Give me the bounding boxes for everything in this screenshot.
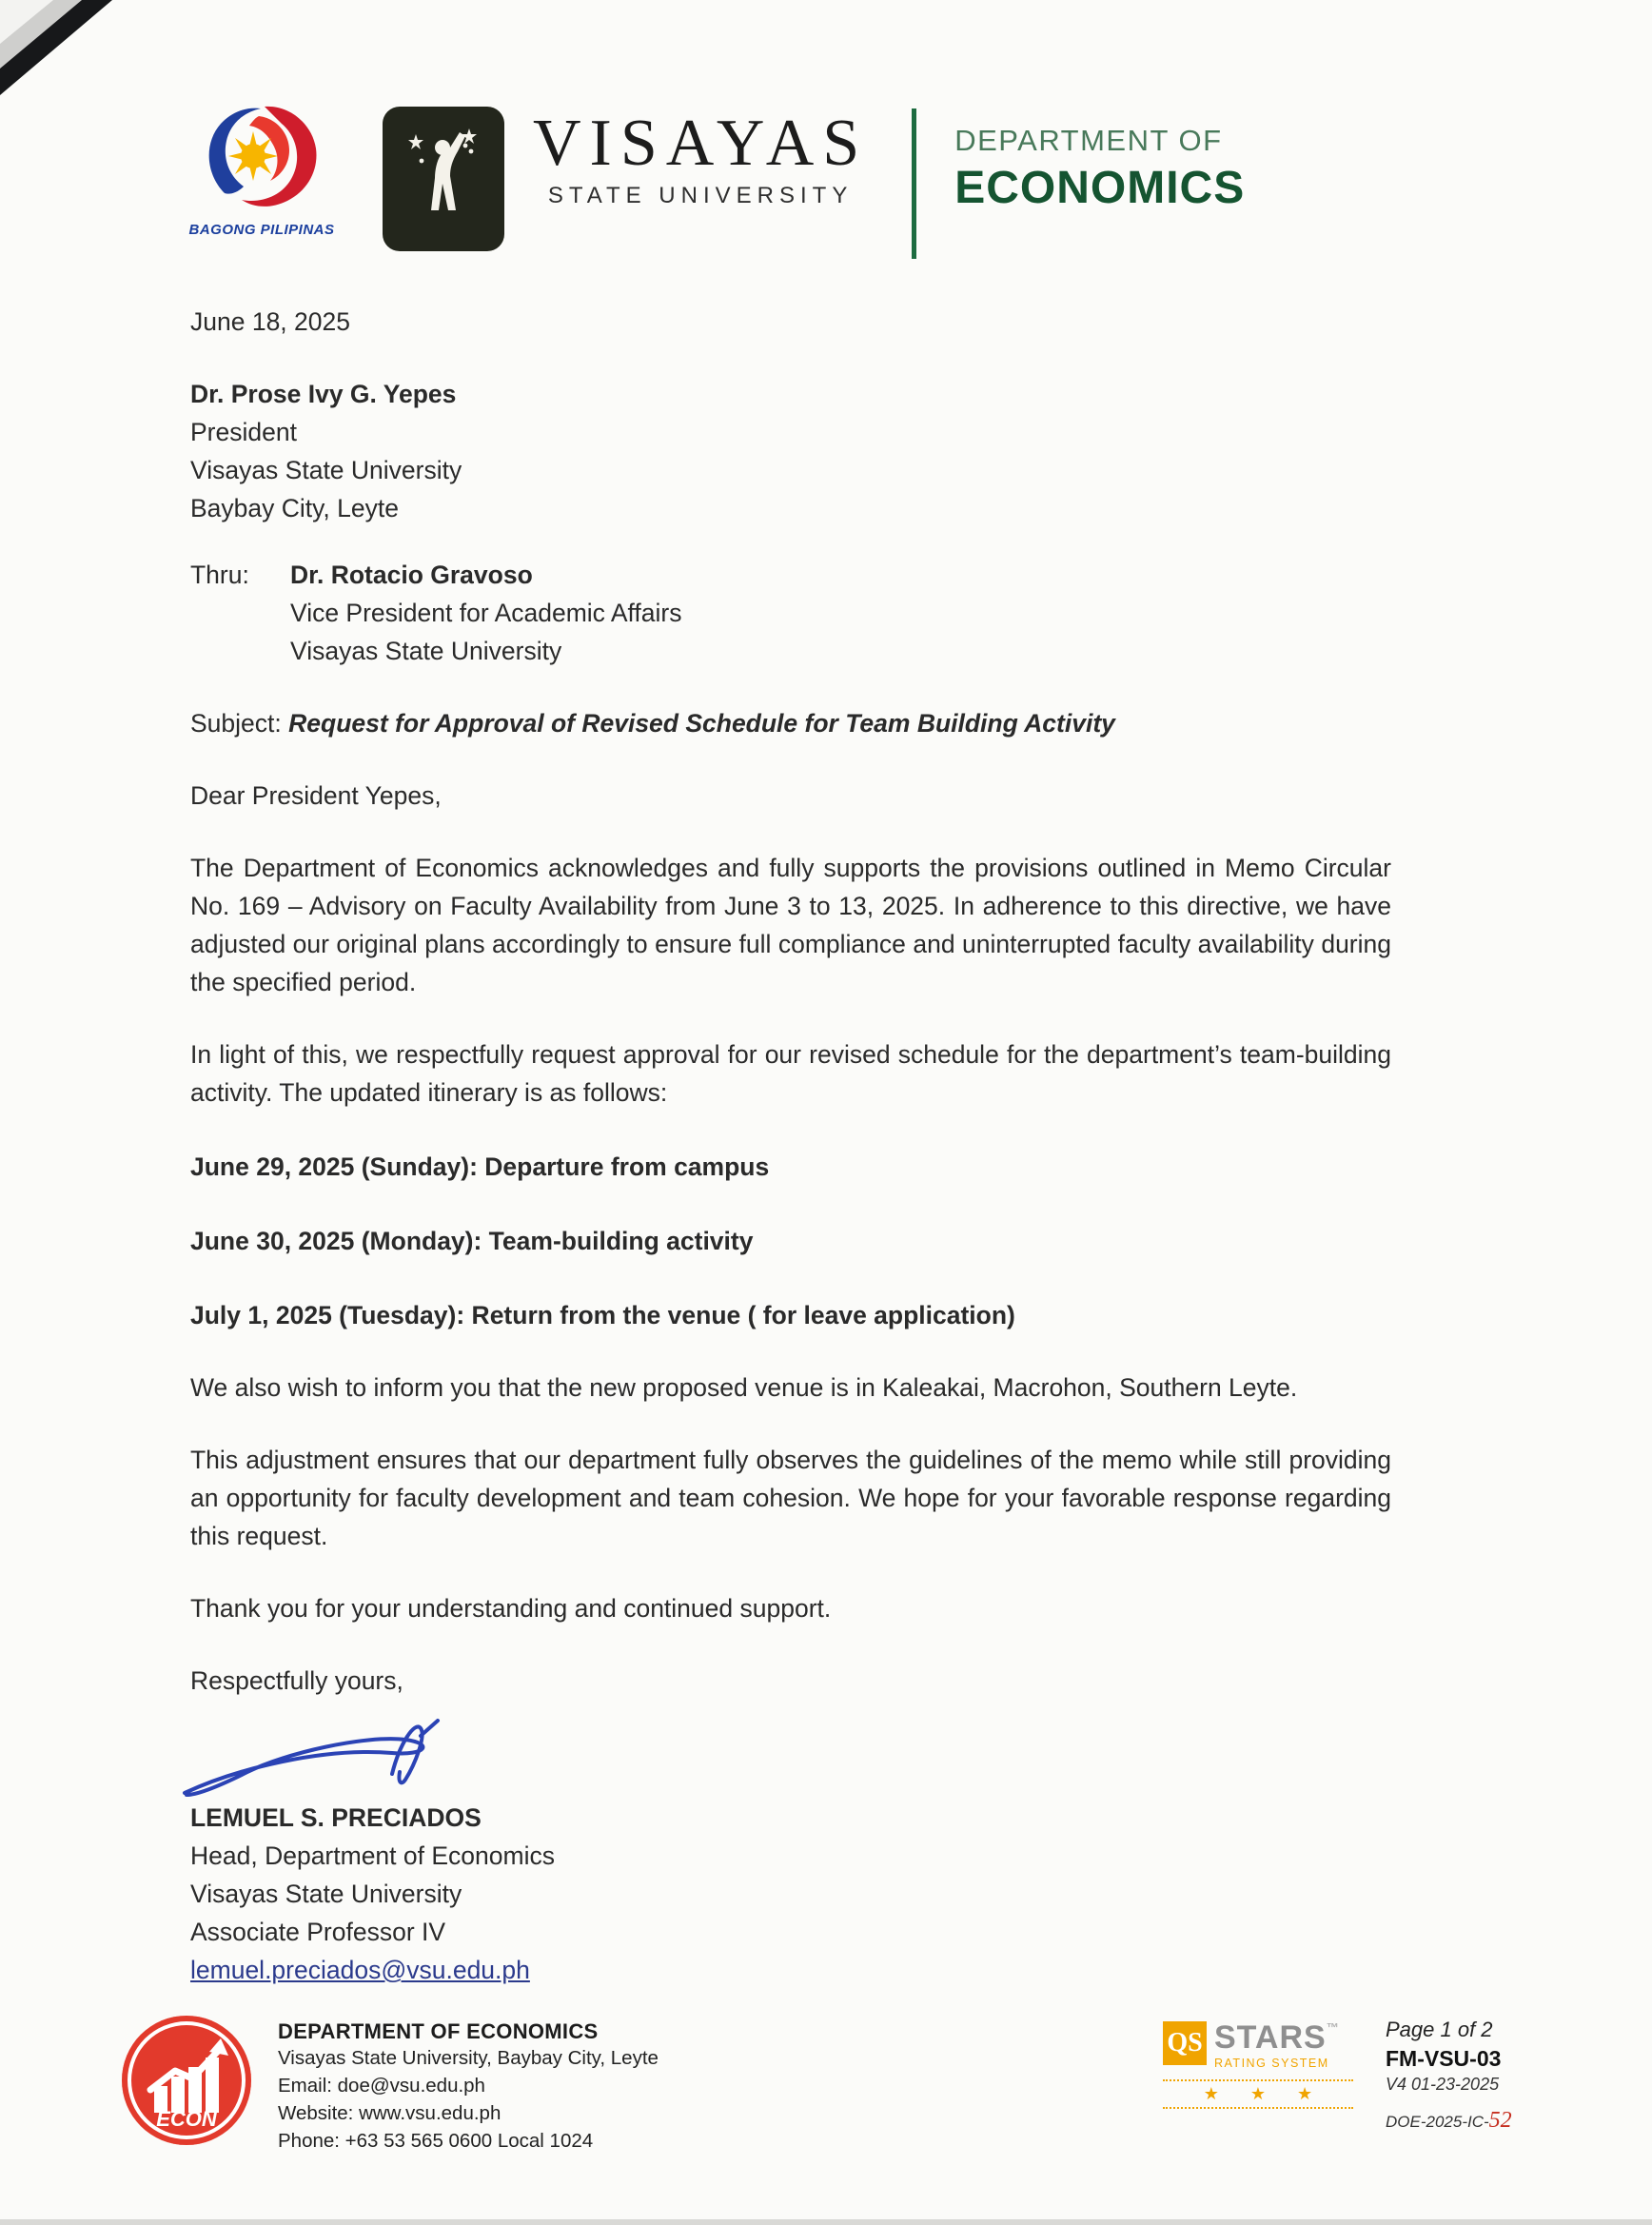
- scan-bottom-edge: [0, 2219, 1652, 2225]
- doc-code-prefix: DOE-2025-IC-: [1386, 2113, 1489, 2131]
- qs-stars-label: STARS™: [1214, 2019, 1340, 2056]
- bagong-pilipinas-logo: [181, 103, 343, 238]
- header-divider: [912, 108, 916, 259]
- footer-address: Visayas State University, Baybay City, Leyte: [278, 2047, 659, 2069]
- qs-rating-system-label: RATING SYSTEM: [1214, 2057, 1329, 2070]
- doc-tracking-code: [1386, 2108, 1557, 2134]
- thru-details: [290, 556, 681, 670]
- signatory-rank: Associate Professor IV: [190, 1918, 446, 1946]
- page-number: Page 1 of 2: [1386, 2018, 1493, 2041]
- signatory-details: [190, 1837, 555, 1989]
- footer: [122, 2016, 1557, 2155]
- document-control-block: [1386, 2016, 1557, 2134]
- signatory-title: Head, Department of Economics: [190, 1841, 555, 1870]
- recipient-location: Baybay City, Leyte: [190, 494, 399, 522]
- recipient-block: [190, 375, 1391, 527]
- schedule-item-1: June 29, 2025 (Sunday): Departure from campus: [190, 1152, 770, 1181]
- letter-body: [190, 286, 1391, 1984]
- signatory-name: LEMUEL S. PRECIADOS: [190, 1803, 482, 1832]
- vsu-wordmark: [533, 108, 868, 209]
- footer-email: Email: doe@vsu.edu.ph: [278, 2075, 485, 2097]
- bagong-pilipinas-label: BAGONG PILIPINAS: [188, 222, 335, 238]
- qs-stars-row: ★ ★ ★: [1163, 2079, 1353, 2109]
- form-version: V4 01-23-2025: [1386, 2075, 1500, 2094]
- subject-line: [190, 704, 1391, 742]
- thru-org: Visayas State University: [290, 637, 562, 665]
- qs-trademark: ™: [1326, 2020, 1340, 2035]
- paragraph-5: Thank you for your understanding and continued support.: [190, 1594, 832, 1623]
- subject-label: Subject:: [190, 709, 282, 738]
- footer-contact-block: [278, 2016, 659, 2155]
- paragraph-2: In light of this, we respectfully request approval for our revised schedule for the department’s team-building activity. The updated itinerary is as follows:: [190, 1040, 1391, 1107]
- econ-chart-icon: [137, 2031, 236, 2130]
- footer-website: Website: www.vsu.edu.ph: [278, 2102, 502, 2124]
- paragraph-4: This adjustment ensures that our department fully observes the guidelines of the memo while still providing an opportunity for faculty development and team cohesion. We hope for your favorable response regarding this request.: [190, 1446, 1391, 1550]
- subject-text: Request for Approval of Revised Schedule for Team Building Activity: [288, 709, 1115, 738]
- bagong-pilipinas-icon: [204, 103, 320, 215]
- paragraph-1: The Department of Economics acknowledges and fully supports the provisions outlined in Memo Circular No. 169 – Advisory on Faculty Availability from June 3 to 13, 2025. In adherence to this directive, we have adjusted our original plans accordingly to ensure full compliance and uninterrupted faculty availability during the specified period.: [190, 854, 1391, 996]
- thru-title: Vice President for Academic Affairs: [290, 599, 682, 627]
- paragraph-3: We also wish to inform you that the new proposed venue is in Kaleakai, Macrohon, Southern Leyte.: [190, 1373, 1298, 1402]
- vsu-seal: [383, 107, 504, 251]
- form-code: FM-VSU-03: [1386, 2046, 1502, 2071]
- signature-block: [190, 1728, 1391, 1984]
- university-subtitle: STATE UNIVERSITY: [547, 182, 854, 208]
- schedule-item-2: June 30, 2025 (Monday): Team-building activity: [190, 1227, 754, 1255]
- closing: Respectfully yours,: [190, 1666, 403, 1695]
- qs-icon: QS: [1163, 2021, 1207, 2065]
- econ-department-logo: [122, 2016, 251, 2145]
- recipient-name: Dr. Prose Ivy G. Yepes: [190, 380, 457, 408]
- thru-label: Thru:: [190, 561, 249, 589]
- economics-label: ECONOMICS: [954, 163, 1246, 213]
- schedule-item-3: July 1, 2025 (Tuesday): Return from the venue ( for leave application): [190, 1301, 1015, 1329]
- signatory-email-link[interactable]: lemuel.preciados@vsu.edu.ph: [190, 1956, 530, 1984]
- footer-phone: Phone: +63 53 565 0600 Local 1024: [278, 2130, 594, 2152]
- footer-dept-name: DEPARTMENT OF ECONOMICS: [278, 2019, 599, 2043]
- letter-date: June 18, 2025: [190, 307, 350, 336]
- salutation: Dear President Yepes,: [190, 781, 442, 810]
- department-of-label: DEPARTMENT OF: [954, 124, 1223, 157]
- signatory-org: Visayas State University: [190, 1880, 462, 1908]
- vsu-seal-figure-icon: [403, 123, 484, 235]
- department-title: [954, 124, 1245, 214]
- thru-name: Dr. Rotacio Gravoso: [290, 561, 533, 589]
- qs-stars-logo: [1163, 2016, 1353, 2109]
- recipient-org: Visayas State University: [190, 456, 462, 484]
- thru-block: [190, 556, 1391, 670]
- scan-corner-fold-white: [0, 0, 53, 44]
- recipient-title: President: [190, 418, 297, 446]
- letterhead: [181, 103, 1538, 259]
- university-name: VISAYAS: [533, 107, 869, 180]
- econ-logo-label: ECON: [156, 2107, 217, 2130]
- handwritten-doc-number: 52: [1488, 2108, 1512, 2133]
